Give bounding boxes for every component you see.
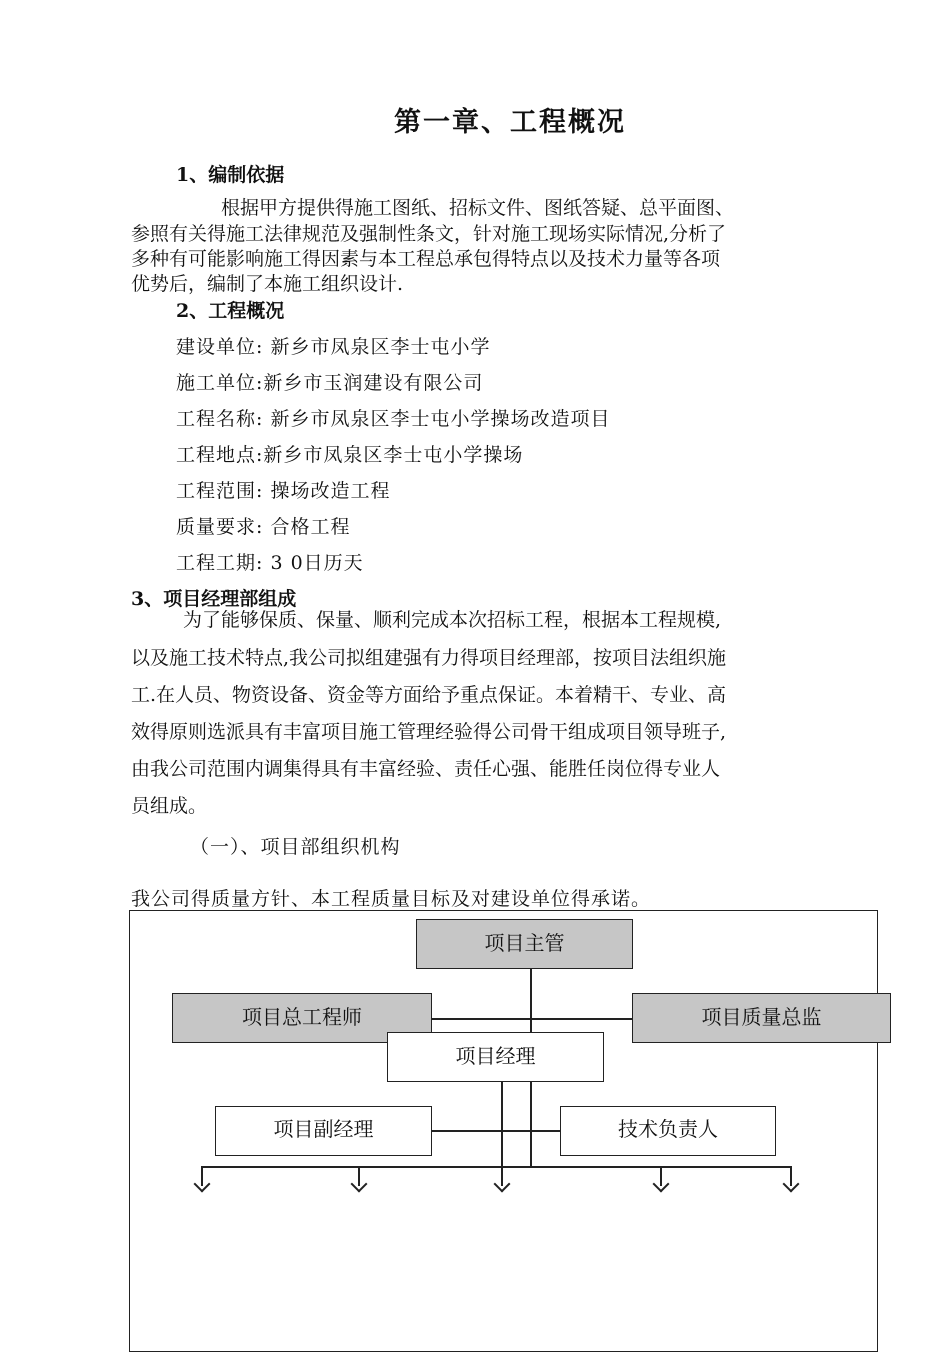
org-box-deputy-manager: 项目副经理: [215, 1106, 432, 1156]
info-construction-unit: 建设单位: 新乡市凤泉区李士屯小学: [176, 336, 491, 358]
org-box-technical-lead: 技术负责人: [560, 1106, 776, 1156]
info-contractor: 施工单位:新乡市玉润建设有限公司: [176, 372, 484, 394]
section-1-line: 参照有关得施工法律规范及强制性条文，针对施工现场实际情况,分析了: [131, 223, 727, 245]
section-3-heading: 3、项目经理部组成: [131, 588, 297, 610]
org-connector-lower: [431, 1130, 561, 1132]
section-3-line: 以及施工技术特点,我公司拟组建强有力得项目经理部，按项目法组织施: [131, 647, 727, 669]
chapter-title: 第一章、工程概况: [394, 107, 626, 138]
org-connector-mid: [431, 1018, 633, 1020]
org-box-project-manager: 项目经理: [387, 1032, 604, 1082]
info-project-scope: 工程范围: 操场改造工程: [176, 480, 391, 502]
section-2-heading: 2、工程概况: [176, 300, 285, 322]
info-project-location: 工程地点:新乡市凤泉区李士屯小学操场: [176, 444, 524, 466]
section-3-line: 为了能够保质、保量、顺利完成本次招标工程，根据本工程规模,: [183, 609, 722, 631]
info-duration: 工程工期: 3 0日历天: [176, 552, 364, 574]
section-1-line: 多种有可能影响施工得因素与本工程总承包得特点以及技术力量等各项: [131, 248, 721, 270]
info-quality-requirement: 质量要求: 合格工程: [176, 516, 351, 538]
org-box-chief-engineer: 项目总工程师: [172, 993, 432, 1043]
section-3-line: 工.在人员、物资设备、资金等方面给予重点保证。本着精干、专业、高: [131, 684, 727, 706]
org-connector-manager-down: [501, 1082, 503, 1132]
section-1-line: 根据甲方提供得施工图纸、招标文件、图纸答疑、总平面图、: [221, 197, 735, 219]
quality-commitment-note: 我公司得质量方针、本工程质量目标及对建设单位得承诺。: [131, 888, 652, 910]
org-box-project-director: 项目主管: [416, 919, 633, 969]
section-3-line: 效得原则选派具有丰富项目施工管理经验得公司骨干组成项目领导班子,: [131, 721, 727, 743]
section-3-line: 由我公司范围内调集得具有丰富经验、责任心强、能胜任岗位得专业人: [131, 758, 721, 780]
section-3-line: 员组成。: [131, 795, 208, 817]
org-connector-bottom: [201, 1166, 791, 1168]
section-1-heading: 1、编制依据: [176, 164, 285, 186]
info-project-name: 工程名称: 新乡市凤泉区李士屯小学操场改造项目: [176, 408, 611, 430]
org-box-quality-director: 项目质量总监: [632, 993, 891, 1043]
section-1-line: 优势后，编制了本施工组织设计.: [131, 273, 404, 295]
org-structure-subheading: （一）、项目部组织机构: [190, 836, 401, 858]
